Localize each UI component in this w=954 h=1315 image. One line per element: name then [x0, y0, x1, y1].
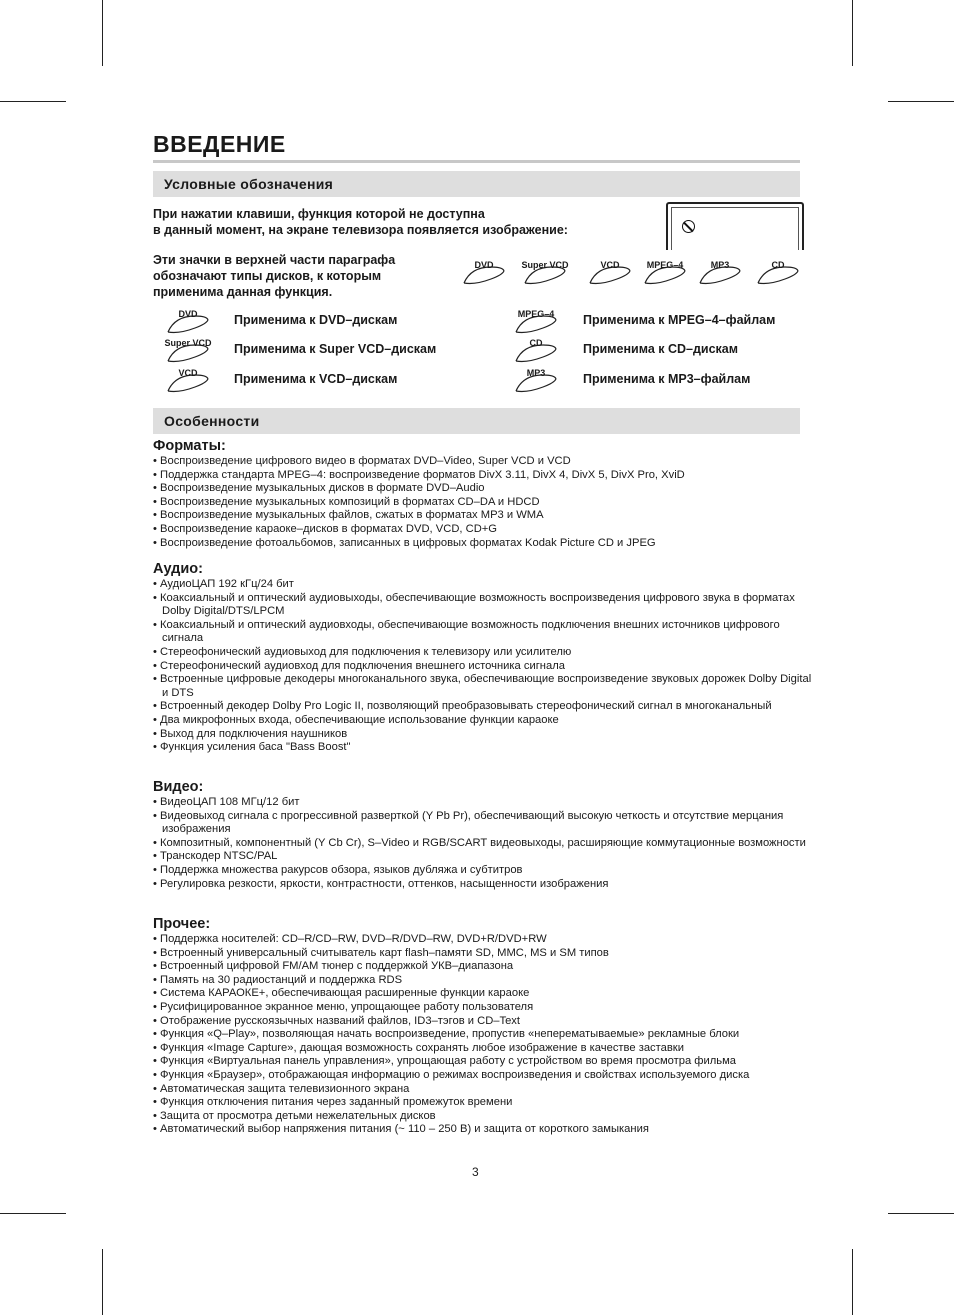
list-item: • Воспроизведение караоке–дисков в форматах DVD, VCD, CD+G — [153, 523, 813, 537]
formats-heading: Форматы: — [153, 438, 226, 454]
disc-icon — [164, 338, 212, 363]
list-item: • Поддержка стандарта MPEG–4: воспроизведение форматов DivX 3.11, DivX 4, DivX 5, DivX Pro, XviD — [153, 469, 813, 483]
title-divider — [153, 160, 800, 163]
disc-icon — [697, 260, 743, 285]
list-item: • Автоматический выбор напряжения питания (~ 110 – 250 В) и защита от короткого замыкания — [153, 1123, 823, 1137]
disc-label: DVD — [178, 309, 198, 319]
disc-label: DVD — [474, 260, 494, 270]
list-item: • Поддержка носителей: CD–R/CD–RW, DVD–R/DVD–RW, DVD+R/DVD+RW — [153, 933, 823, 947]
disc-label: Super VCD — [521, 260, 569, 270]
legend-text: Применима к MP3–файлам — [583, 372, 751, 386]
unavailable-note: При нажатии клавиши, функция которой не доступна в данный момент, на экране телевизора появляется изображение: — [153, 207, 568, 237]
list-item: • Функция отключения питания через заданный промежуток времени — [153, 1096, 823, 1110]
crop-mark — [852, 0, 853, 66]
disc-label: MPEG–4 — [517, 309, 555, 319]
crop-mark — [0, 1213, 66, 1214]
tv-screen-illustration — [666, 202, 804, 250]
list-item: • Память на 30 радиостанций и поддержка RDS — [153, 974, 823, 988]
list-item: • Функция «Q–Play», позволяющая начать воспроизведение, пропустив «неперематываемые» рекламные блоки — [153, 1028, 823, 1042]
list-item: • Система КАРАОКЕ+, обеспечивающая расширенные функции караоке — [153, 987, 823, 1001]
list-item: • Видеовыход сигнала с прогрессивной разверткой (Y Pb Pr), обеспечивающий высокую четкость и отсутствие мерцания изображения — [153, 810, 813, 837]
formats-list — [153, 455, 813, 550]
list-item: • Воспроизведение фотоальбомов, записанных в цифровых форматах Kodak Picture CD и JPEG — [153, 537, 813, 551]
disc-icon — [587, 260, 633, 285]
disc-label: VCD — [600, 260, 620, 270]
list-item: • Функция «Браузер», отображающая информацию о режимах воспроизведения и свойствах используемого диска — [153, 1069, 823, 1083]
crop-mark — [102, 0, 103, 66]
disc-icon — [755, 260, 801, 285]
disc-icon — [513, 368, 559, 393]
section-heading: Особенности — [164, 413, 260, 429]
disc-label: MPEG–4 — [646, 260, 684, 270]
list-item: • Функция «Image Capture», дающая возможность сохранять любое изображение в качестве заставки — [153, 1042, 823, 1056]
page-number: 3 — [472, 1165, 479, 1179]
crop-mark — [852, 1249, 853, 1315]
list-item: • Функция «Виртуальная панель управления», упрощающая работу с устройством во время просмотра фильма — [153, 1055, 823, 1069]
list-item: • Функция усиления баса "Bass Boost" — [153, 741, 813, 755]
disc-icon — [165, 309, 211, 334]
other-list — [153, 933, 823, 1137]
audio-heading: Аудио: — [153, 561, 203, 577]
list-item: • Воспроизведение музыкальных композиций в форматах CD–DA и HDCD — [153, 496, 813, 510]
legend-text: Применима к DVD–дискам — [234, 313, 398, 327]
crop-mark — [888, 1213, 954, 1214]
audio-list — [153, 578, 813, 755]
list-item: • Коаксиальный и оптический аудиовыходы, обеспечивающие возможность воспроизведения цифрового звука в форматах Dolby Digital/DTS/LPCM — [153, 592, 813, 619]
list-item: • Композитный, компонентный (Y Cb Cr), S–Video и RGB/SCART видеовыходы, расширяющие коммутационные возможности — [153, 837, 813, 851]
page-title: ВВЕДЕНИЕ — [153, 131, 286, 157]
disc-label: MP3 — [526, 368, 546, 378]
disc-label: CD — [771, 260, 785, 270]
video-heading: Видео: — [153, 779, 204, 795]
disc-icon — [513, 309, 559, 334]
list-item: • Воспроизведение цифрового видео в форматах DVD–Video, Super VCD и VCD — [153, 455, 813, 469]
list-item: • Воспроизведение музыкальных дисков в формате DVD–Audio — [153, 482, 813, 496]
list-item: • Защита от просмотра детьми нежелательных дисков — [153, 1110, 823, 1124]
disc-label: MP3 — [710, 260, 730, 270]
list-item: • Отображение русскоязычных названий файлов, ID3–тэгов и CD–Text — [153, 1015, 823, 1029]
disc-icon — [642, 260, 688, 285]
list-item: • Встроенный цифровой FM/AM тюнер с поддержкой УКВ–диапазона — [153, 960, 823, 974]
disc-label: Super VCD — [164, 338, 212, 348]
disc-icons-note: Эти значки в верхней части параграфа обозначают типы дисков, к которым применима данная функция. — [153, 253, 396, 299]
disc-icon — [513, 338, 559, 363]
list-item: • Стереофонический аудиовход для подключения внешнего источника сигнала — [153, 660, 813, 674]
list-item: • Автоматическая защита телевизионного экрана — [153, 1083, 823, 1097]
crop-mark — [0, 101, 66, 102]
section-header-symbols — [153, 171, 800, 197]
list-item: • Выход для подключения наушников — [153, 728, 813, 742]
video-list — [153, 796, 813, 891]
list-item: • Воспроизведение музыкальных файлов, сжатых в форматах MP3 и WMA — [153, 509, 813, 523]
disc-icon — [461, 260, 507, 285]
list-item: • Встроенный универсальный считыватель карт flash–памяти SD, MMC, MS и SM типов — [153, 947, 823, 961]
list-item: • Русифицированное экранное меню, упрощающее работу пользователя — [153, 1001, 823, 1015]
legend-text: Применима к Super VCD–дискам — [234, 342, 437, 356]
prohibited-icon — [682, 220, 695, 233]
list-item: • Регулировка резкости, яркости, контрастности, оттенков, насыщенности изображения — [153, 878, 813, 892]
section-heading: Условные обозначения — [164, 176, 334, 192]
list-item: • Транскодер NTSC/PAL — [153, 850, 813, 864]
list-item: • Встроенные цифровые декодеры многоканального звука, обеспечивающие воспроизведение звуковых дорожек Dolby Digital и DTS — [153, 673, 813, 700]
disc-icon — [521, 260, 569, 285]
disc-icon — [165, 368, 211, 393]
crop-mark — [888, 101, 954, 102]
other-heading: Прочее: — [153, 916, 211, 932]
list-item: • ВидеоЦАП 108 МГц/12 бит — [153, 796, 813, 810]
list-item: • Стереофонический аудиовыход для подключения к телевизору или усилителю — [153, 646, 813, 660]
list-item: • Коаксиальный и оптический аудиовходы, обеспечивающие возможность подключения внешних источников цифрового сигнала — [153, 619, 813, 646]
disc-label: VCD — [178, 368, 198, 378]
list-item: • Поддержка множества ракурсов обзора, языков дубляжа и субтитров — [153, 864, 813, 878]
legend-text: Применима к MPEG–4–файлам — [583, 313, 776, 327]
list-item: • Встроенный декодер Dolby Pro Logic II, позволяющий преобразовывать стереофонический сигнал в многоканальный — [153, 700, 813, 714]
crop-mark — [102, 1249, 103, 1315]
legend-text: Применима к CD–дискам — [583, 342, 739, 356]
list-item: • АудиоЦАП 192 кГц/24 бит — [153, 578, 813, 592]
section-header-features — [153, 408, 800, 434]
list-item: • Два микрофонных входа, обеспечивающие использование функции караоке — [153, 714, 813, 728]
legend-text: Применима к VCD–дискам — [234, 372, 398, 386]
disc-label: CD — [529, 338, 543, 348]
